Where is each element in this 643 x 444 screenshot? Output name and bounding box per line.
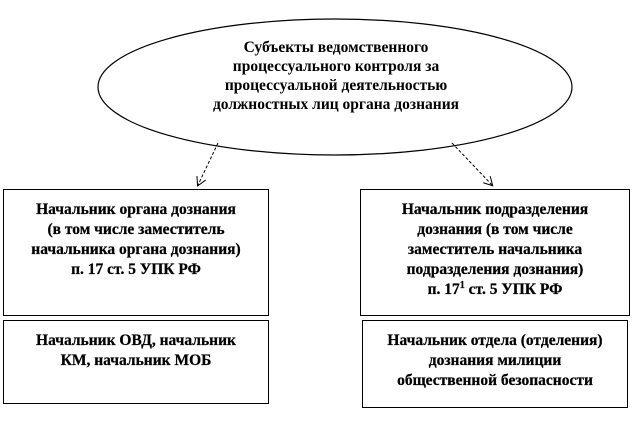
head-of-inquiry-unit-box [360,189,630,316]
legal-reference [361,280,629,300]
box-line: п. 17 ст. 5 УПК РФ [71,261,201,278]
ellipse-title-line: процессуального контроля за [232,58,440,75]
head-of-inquiry-department-box [362,320,628,408]
head-of-ovd-box [3,320,269,404]
legal-reference-superscript: 1 [459,279,465,291]
head-of-inquiry-body-box [3,189,269,316]
box-line: общественной безопасности [397,372,593,389]
box-line: Начальник отдела (отделения) [387,332,603,349]
box-line: Начальник ОВД, начальник [36,332,236,349]
box-line: заместитель начальника [407,241,583,258]
box-line: начальника органа дознания) [31,241,241,258]
legal-reference-prefix: п. 17 [427,281,460,298]
box-line: Начальник органа дознания [36,201,236,218]
ellipse-title-line: процессуальной деятельностью [224,77,448,94]
box-line: КМ, начальник МОБ [60,352,212,369]
box-line: подразделения дознания) [406,261,584,278]
ellipse-title-line: должностных лиц органа дознания [212,96,460,113]
box-line: дознания милиции [428,352,562,369]
box-line: дознания (в том числе [417,221,573,238]
ellipse-title [150,38,522,114]
arrow-to-left-box [198,143,218,185]
box-line: Начальник подразделения [401,201,589,218]
ellipse-title-line: Субъекты ведомственного [243,39,429,56]
legal-reference-suffix: ст. 5 УПК РФ [464,281,563,298]
box-line: (в том числе заместитель [47,221,225,238]
arrow-to-right-box [452,143,492,185]
